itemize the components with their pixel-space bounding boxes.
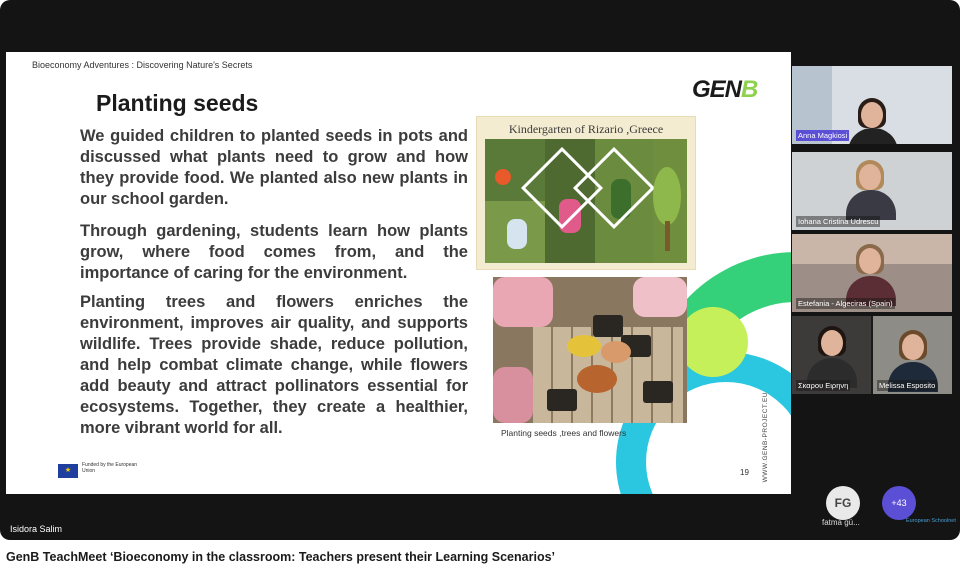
participant-body [848, 128, 898, 144]
seed-bowl [567, 335, 601, 357]
participant-avatar-name: fatma gü... [822, 518, 860, 527]
slide-paragraph-1: We guided children to planted seeds in pots and discussed what plants need to grow and how they provide food. We planted also new plants in our school garden. [80, 127, 468, 208]
tree-trunk [665, 221, 670, 251]
photo-collage-title: Kindergarten of Rizario ,Greece [508, 122, 664, 136]
slide-title: Planting seeds [96, 90, 259, 116]
participant-tile-pair [792, 316, 952, 394]
participant-tile[interactable] [792, 316, 871, 394]
participant-name-label: Iohana Cristina Udrescu [798, 217, 879, 226]
planting-seeds-photo [493, 277, 687, 423]
participant-face [859, 164, 881, 190]
seed-pot [547, 389, 577, 411]
participant-avatar[interactable]: FG [826, 486, 860, 520]
video-caption: GenB TeachMeet ‘Bioeconomy in the classroom: Teachers present their Learning Scenarios’ [6, 550, 555, 564]
participant-face [902, 334, 924, 360]
presenter-name-label: Isidora Salim [10, 524, 63, 534]
seed-bowl [577, 365, 617, 393]
kindergarten-photo-collage [476, 116, 696, 270]
participant-name-label: Anna Magkiosi [798, 131, 848, 140]
photo-caption: Planting seeds ,trees and flowers [501, 428, 627, 438]
flower-spot [495, 169, 511, 185]
european-schoolnet-logo: European Schoolnet [906, 518, 956, 524]
participant-tile[interactable] [792, 66, 952, 144]
logo-accent-text: B [741, 76, 758, 103]
shared-slide [6, 52, 791, 494]
garden-collage-image [485, 139, 687, 263]
participant-name-label: Melissa Esposito [879, 381, 936, 390]
child-figure [507, 219, 527, 249]
decor-lime-circle [678, 307, 748, 377]
logo-main-text: GEN [692, 76, 742, 103]
genb-logo [692, 76, 757, 104]
child-figure [633, 277, 687, 317]
tree-illustration [653, 167, 681, 225]
seed-pot [643, 381, 673, 403]
seed-pot [593, 315, 623, 337]
participant-face [859, 248, 881, 274]
slide-paragraph-2: Through gardening, students learn how plants grow, where food comes from, and the importance of caring for the environment. [80, 222, 468, 282]
participant-tile[interactable] [792, 152, 952, 230]
participant-face [861, 102, 883, 128]
child-figure [493, 367, 533, 423]
project-url-vertical: WWW.GENB-PROJECT.EU [762, 392, 769, 483]
participant-name-label: Estefania - Algeciras (Spain) [798, 299, 893, 308]
participant-tile[interactable] [873, 316, 952, 394]
slide-header: Bioeconomy Adventures : Discovering Nature's Secrets [32, 60, 253, 70]
more-participants-button[interactable]: +43 [882, 486, 916, 520]
participant-name-label: Σκαρου Ειρηνη [798, 381, 849, 390]
slide-number: 19 [740, 468, 749, 477]
slide-paragraph-3: Planting trees and flowers enriches the environment, improves air quality, and supports wildlife. Trees provide shade, reduce pollution, and help combat climate change, while flowers add beauty and attract pollinators essential for ecosystems. Together, they create a healthier, more vibrant world for all. [80, 293, 468, 437]
participant-tile[interactable] [792, 234, 952, 312]
child-figure [493, 277, 553, 327]
eu-funding-text: Funded by the European Union [82, 462, 138, 474]
seed-bowl [601, 341, 631, 363]
eu-flag-icon: ★ [58, 464, 78, 478]
participant-face [821, 330, 843, 356]
